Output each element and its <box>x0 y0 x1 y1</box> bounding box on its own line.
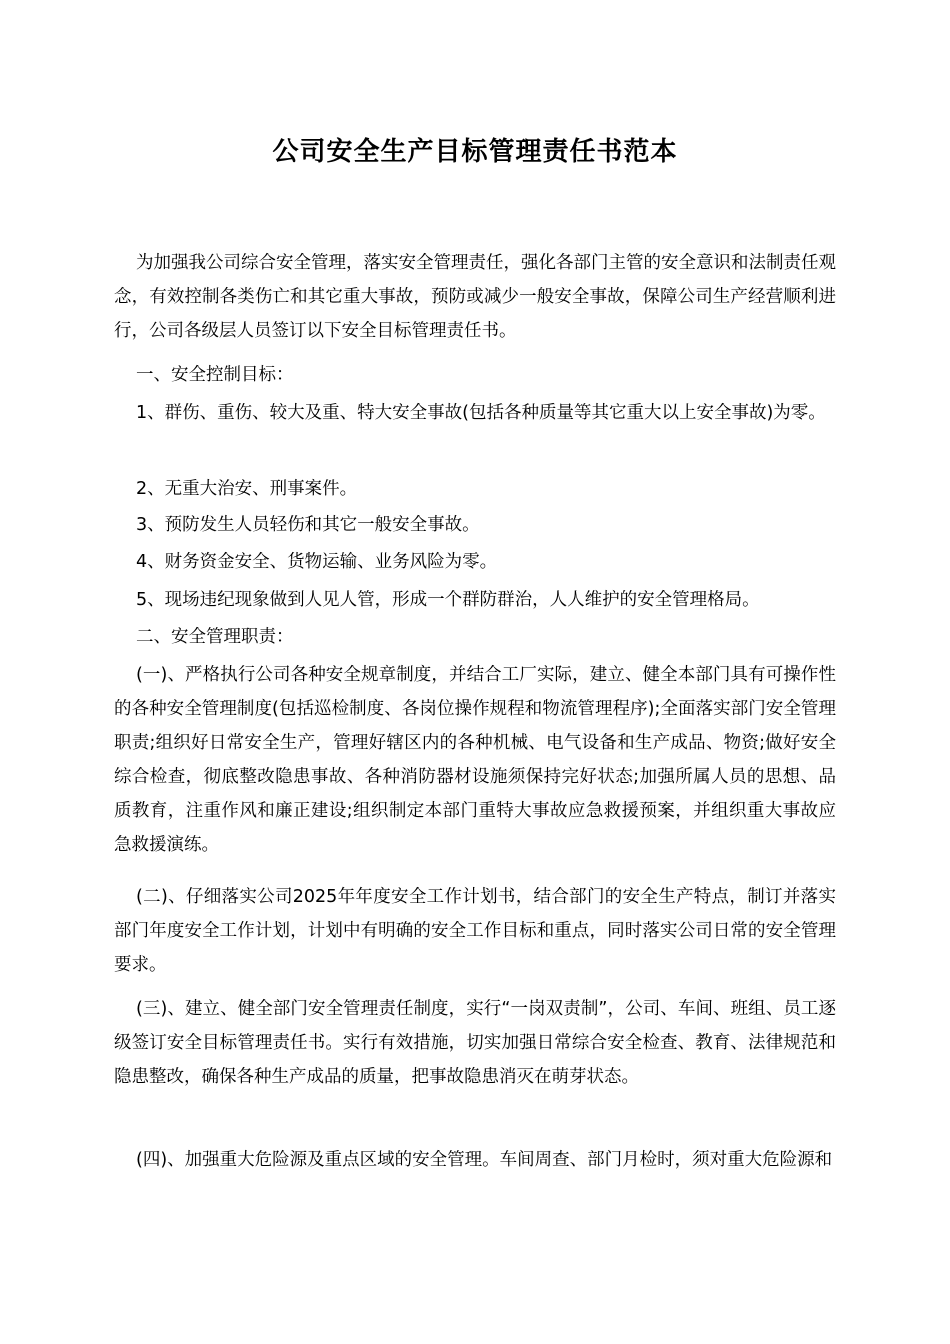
section1-item-5: 5、现场违纪现象做到人见人管，形成一个群防群治，人人维护的安全管理格局。 <box>136 590 760 610</box>
section1-item-1: 1、群伤、重伤、较大及重、特大安全事故(包括各种质量等其它重大以上安全事故)为零。 <box>136 403 826 423</box>
section1-item-2: 2、无重大治安、刑事案件。 <box>136 479 358 499</box>
section1-item-3: 3、预防发生人员轻伤和其它一般安全事故。 <box>136 515 480 535</box>
section2-heading: 二、安全管理职责： <box>136 627 294 647</box>
section2-paragraph-4: (四)、加强重大危险源及重点区域的安全管理。车间周查、部门月检时，须对重大危险源和 <box>136 1150 833 1170</box>
section2-paragraph-2: (二)、仔细落实公司2025年年度安全工作计划书，结合部门的安全生产特点，制订并落实部门年度安全工作计划，计划中有明确的安全工作目标和重点，同时落实公司日常的安全管理要求。 <box>114 887 836 975</box>
section1-item-4: 4、财务资金安全、货物运输、业务风险为零。 <box>136 552 498 572</box>
section2-paragraph-3: (三)、建立、健全部门安全管理责任制度，实行“一岗双责制”，公司、车间、班组、员工逐级签订安全目标管理责任书。实行有效措施，切实加强日常综合安全检查、教育、法律规范和隐患整改，确保各种生产成品的质量，把事故隐患消灭在萌芽状态。 <box>114 999 836 1087</box>
section2-paragraph-1: (一)、严格执行公司各种安全规章制度，并结合工厂实际，建立、健全本部门具有可操作性的各种安全管理制度(包括巡检制度、各岗位操作规程和物流管理程序);全面落实部门安全管理职责;组织好日常安全生产，管理好辖区内的各种机械、电气设备和生产成品、物资;做好安全综合检查，彻底整改隐患事故、各种消防器材设施须保持完好状态;加强所属人员的思想、品质教育，注重作风和廉正建设;组织制定本部门重特大事故应急救援预案，并组织重大事故应急救援演练。 <box>114 665 836 855</box>
section1-heading: 一、安全控制目标： <box>136 365 294 385</box>
document-title: 公司安全生产目标管理责任书范本 <box>272 137 678 167</box>
intro-paragraph: 为加强我公司综合安全管理，落实安全管理责任，强化各部门主管的安全意识和法制责任观念，有效控制各类伤亡和其它重大事故，预防或减少一般安全事故，保障公司生产经营顺利进行，公司各级层人员签订以下安全目标管理责任书。 <box>114 253 836 341</box>
